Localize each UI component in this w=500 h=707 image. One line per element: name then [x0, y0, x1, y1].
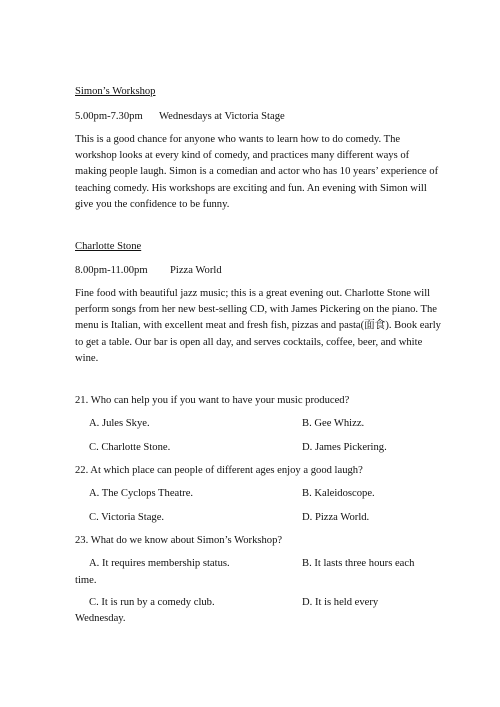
workshop-line: give you the confidence to be funny.	[75, 198, 230, 210]
workshop-line: This is a good chance for anyone who wants to learn how to do comedy. The	[75, 134, 401, 145]
charlotte-title: Charlotte Stone	[75, 241, 142, 252]
charlotte-line: wine.	[75, 352, 99, 364]
charlotte-time: 8.00pm-11.00pm	[75, 265, 148, 276]
option-23-b: B. It lasts three hours each	[302, 558, 415, 569]
option-21-d: D. James Pickering.	[302, 442, 387, 453]
workshop-venue: Wednesdays at Victoria Stage	[159, 111, 285, 122]
workshop-title: Simon’s Workshop	[75, 86, 156, 97]
option-21-b: B. Gee Whizz.	[302, 418, 365, 429]
charlotte-line: perform songs from her new best-selling CD, with James Pickering on the piano. The	[75, 304, 437, 316]
option-22-a: A. The Cyclops Theatre.	[89, 488, 194, 499]
charlotte-line: menu is Italian, with excellent meat and fresh fish, pizzas and pasta(面食). Book early	[75, 320, 441, 332]
workshop-line: making people laugh. Simon is a comedian and actor who has 10 years’ experience of	[75, 166, 439, 178]
workshop-time: 5.00pm-7.30pm	[75, 111, 143, 122]
option-23-d-wrap: Wednesday.	[75, 613, 126, 624]
option-22-d: D. Pizza World.	[302, 512, 370, 523]
question-22: 22. At which place can people of different ages enjoy a good laugh?	[75, 465, 363, 476]
option-23-a: A. It requires membership status.	[89, 558, 230, 569]
option-23-d: D. It is held every	[302, 597, 379, 608]
option-21-c: C. Charlotte Stone.	[89, 442, 171, 453]
option-22-c: C. Victoria Stage.	[89, 512, 165, 523]
charlotte-schedule	[75, 265, 222, 276]
charlotte-venue: Pizza World	[170, 265, 222, 276]
option-22-b: B. Kaleidoscope.	[302, 488, 375, 499]
option-23-c: C. It is run by a comedy club.	[89, 597, 215, 608]
workshop-line: teaching comedy. His workshops are exciting and fun. An evening with Simon will	[75, 182, 427, 194]
question-21: 21. Who can help you if you want to have your music produced?	[75, 395, 350, 406]
option-21-a: A. Jules Skye.	[89, 418, 150, 429]
workshop-schedule	[75, 111, 285, 122]
workshop-line: workshop looks at every kind of comedy, and practices many different ways of	[75, 150, 410, 162]
option-23-b-wrap: time.	[75, 575, 97, 586]
charlotte-line: to get a table. Our bar is open all day, and serves cocktails, coffee, beer, and white	[75, 336, 423, 348]
charlotte-description	[75, 286, 441, 367]
charlotte-line: Fine food with beautiful jazz music; this is a great evening out. Charlotte Stone will	[75, 288, 431, 299]
question-23: 23. What do we know about Simon’s Workshop?	[75, 535, 283, 546]
workshop-description	[75, 132, 439, 213]
